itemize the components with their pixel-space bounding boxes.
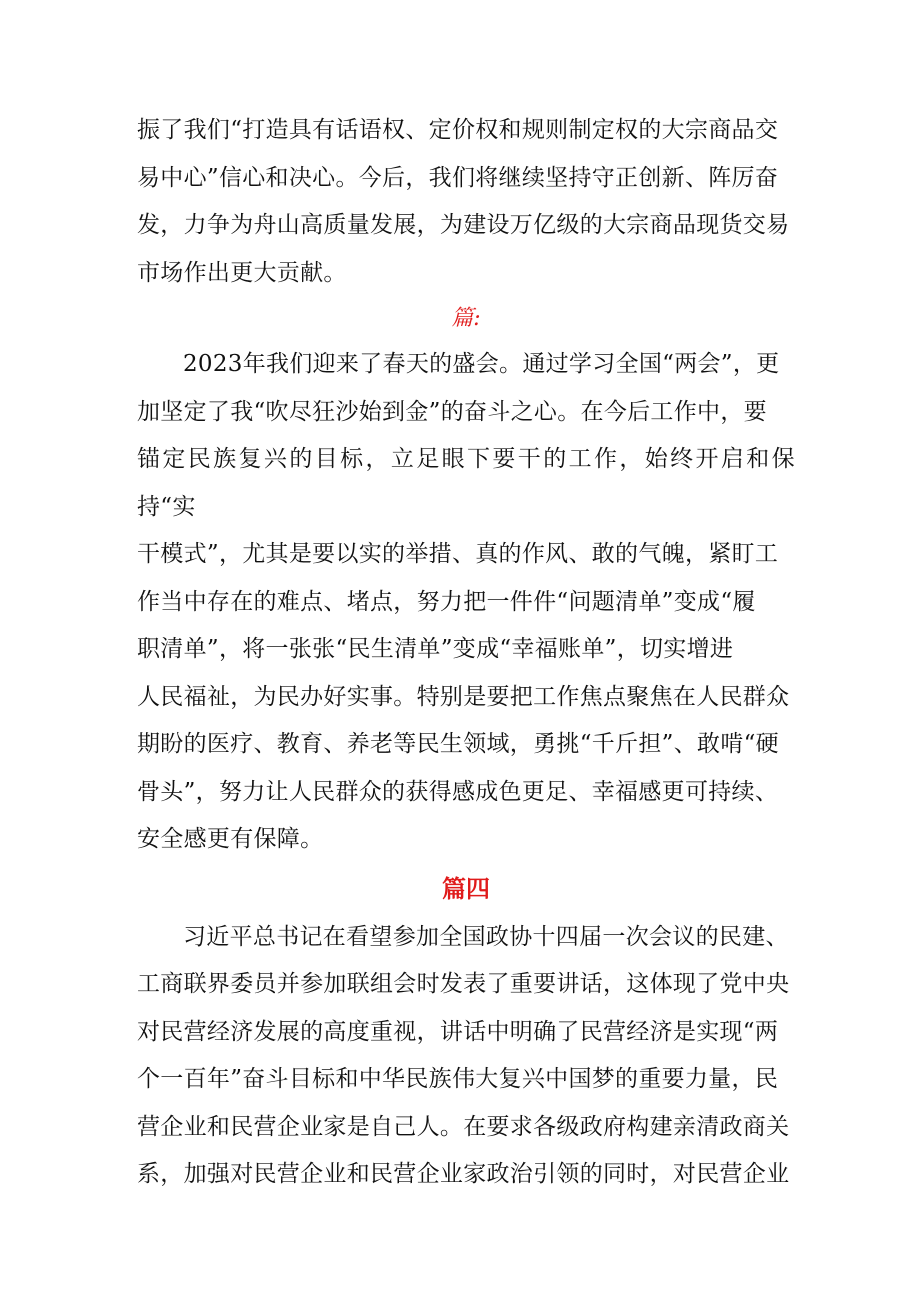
text-line: 加坚定了我“吹尽狂沙始到金”的奋斗之心。在今后工作中，要 — [137, 398, 767, 425]
paragraph-section-three — [137, 341, 795, 864]
text-line: 振了我们“打造具有话语权、定价权和规则制定权的大宗商品交 — [137, 117, 779, 143]
text-line: 2023年我们迎来了春天的盛会。通过学习全国“两会”，更 — [183, 351, 780, 377]
section-heading-four: 篇四 — [442, 873, 490, 903]
section-heading-small: 篇: — [451, 306, 481, 331]
paragraph-section-four — [137, 914, 795, 1199]
text-line: 安全感更有保障。 — [137, 826, 324, 852]
text-line: 习近平总书记在看望参加全国政协十四届一次会议的民建、 — [183, 923, 789, 950]
document-body — [137, 107, 795, 1199]
text-line: 人民福祉，为民办好实事。特别是要把工作焦点聚焦在人民群众 — [137, 683, 790, 710]
text-line: 系，加强对民营企业和民营企业家政治引领的同时，对民营企业 — [137, 1161, 790, 1187]
text-line: 骨头”，努力让人民群众的获得感成色更足、幸福感更可持续、 — [137, 778, 779, 805]
text-line: 易中心”信心和决心。今后，我们将继续坚持守正创新、阵厉奋 — [137, 164, 779, 191]
text-line: 锚定民族复兴的目标，立足眼下要干的工作，始终开启和保持“实 — [137, 446, 795, 520]
text-line: 工商联界委员并参加联组会时发表了重要讲话，这体现了党中央 — [137, 971, 790, 997]
text-line: 发，力争为舟山高质量发展，为建设万亿级的大宗商品现货交易 — [137, 212, 790, 238]
paragraph-continuation — [137, 107, 795, 297]
text-line: 职清单”，将一张张“民生清单”变成“幸福账单”，切实增进 — [137, 636, 734, 662]
text-line: 期盼的医疗、教育、养老等民生领域，勇挑“千斤担”、敢啃“硬 — [137, 731, 779, 757]
text-line: 营企业和民营企业家是自己人。在要求各级政府构建亲清政商关 — [137, 1113, 790, 1140]
text-line: 作当中存在的难点、堵点，努力把一件件“问题清单”变成“履 — [137, 588, 756, 615]
text-line: 个一百年”奋斗目标和中华民族伟大复兴中国梦的重要力量，民 — [137, 1066, 779, 1092]
text-line: 市场作出更大贡献。 — [137, 259, 347, 286]
text-line: 干模式”，尤其是要以实的举措、真的作风、敢的气魄，紧盯工 — [137, 541, 779, 567]
text-line: 对民营经济发展的高度重视，讲话中明确了民营经济是实现“两 — [137, 1018, 779, 1045]
